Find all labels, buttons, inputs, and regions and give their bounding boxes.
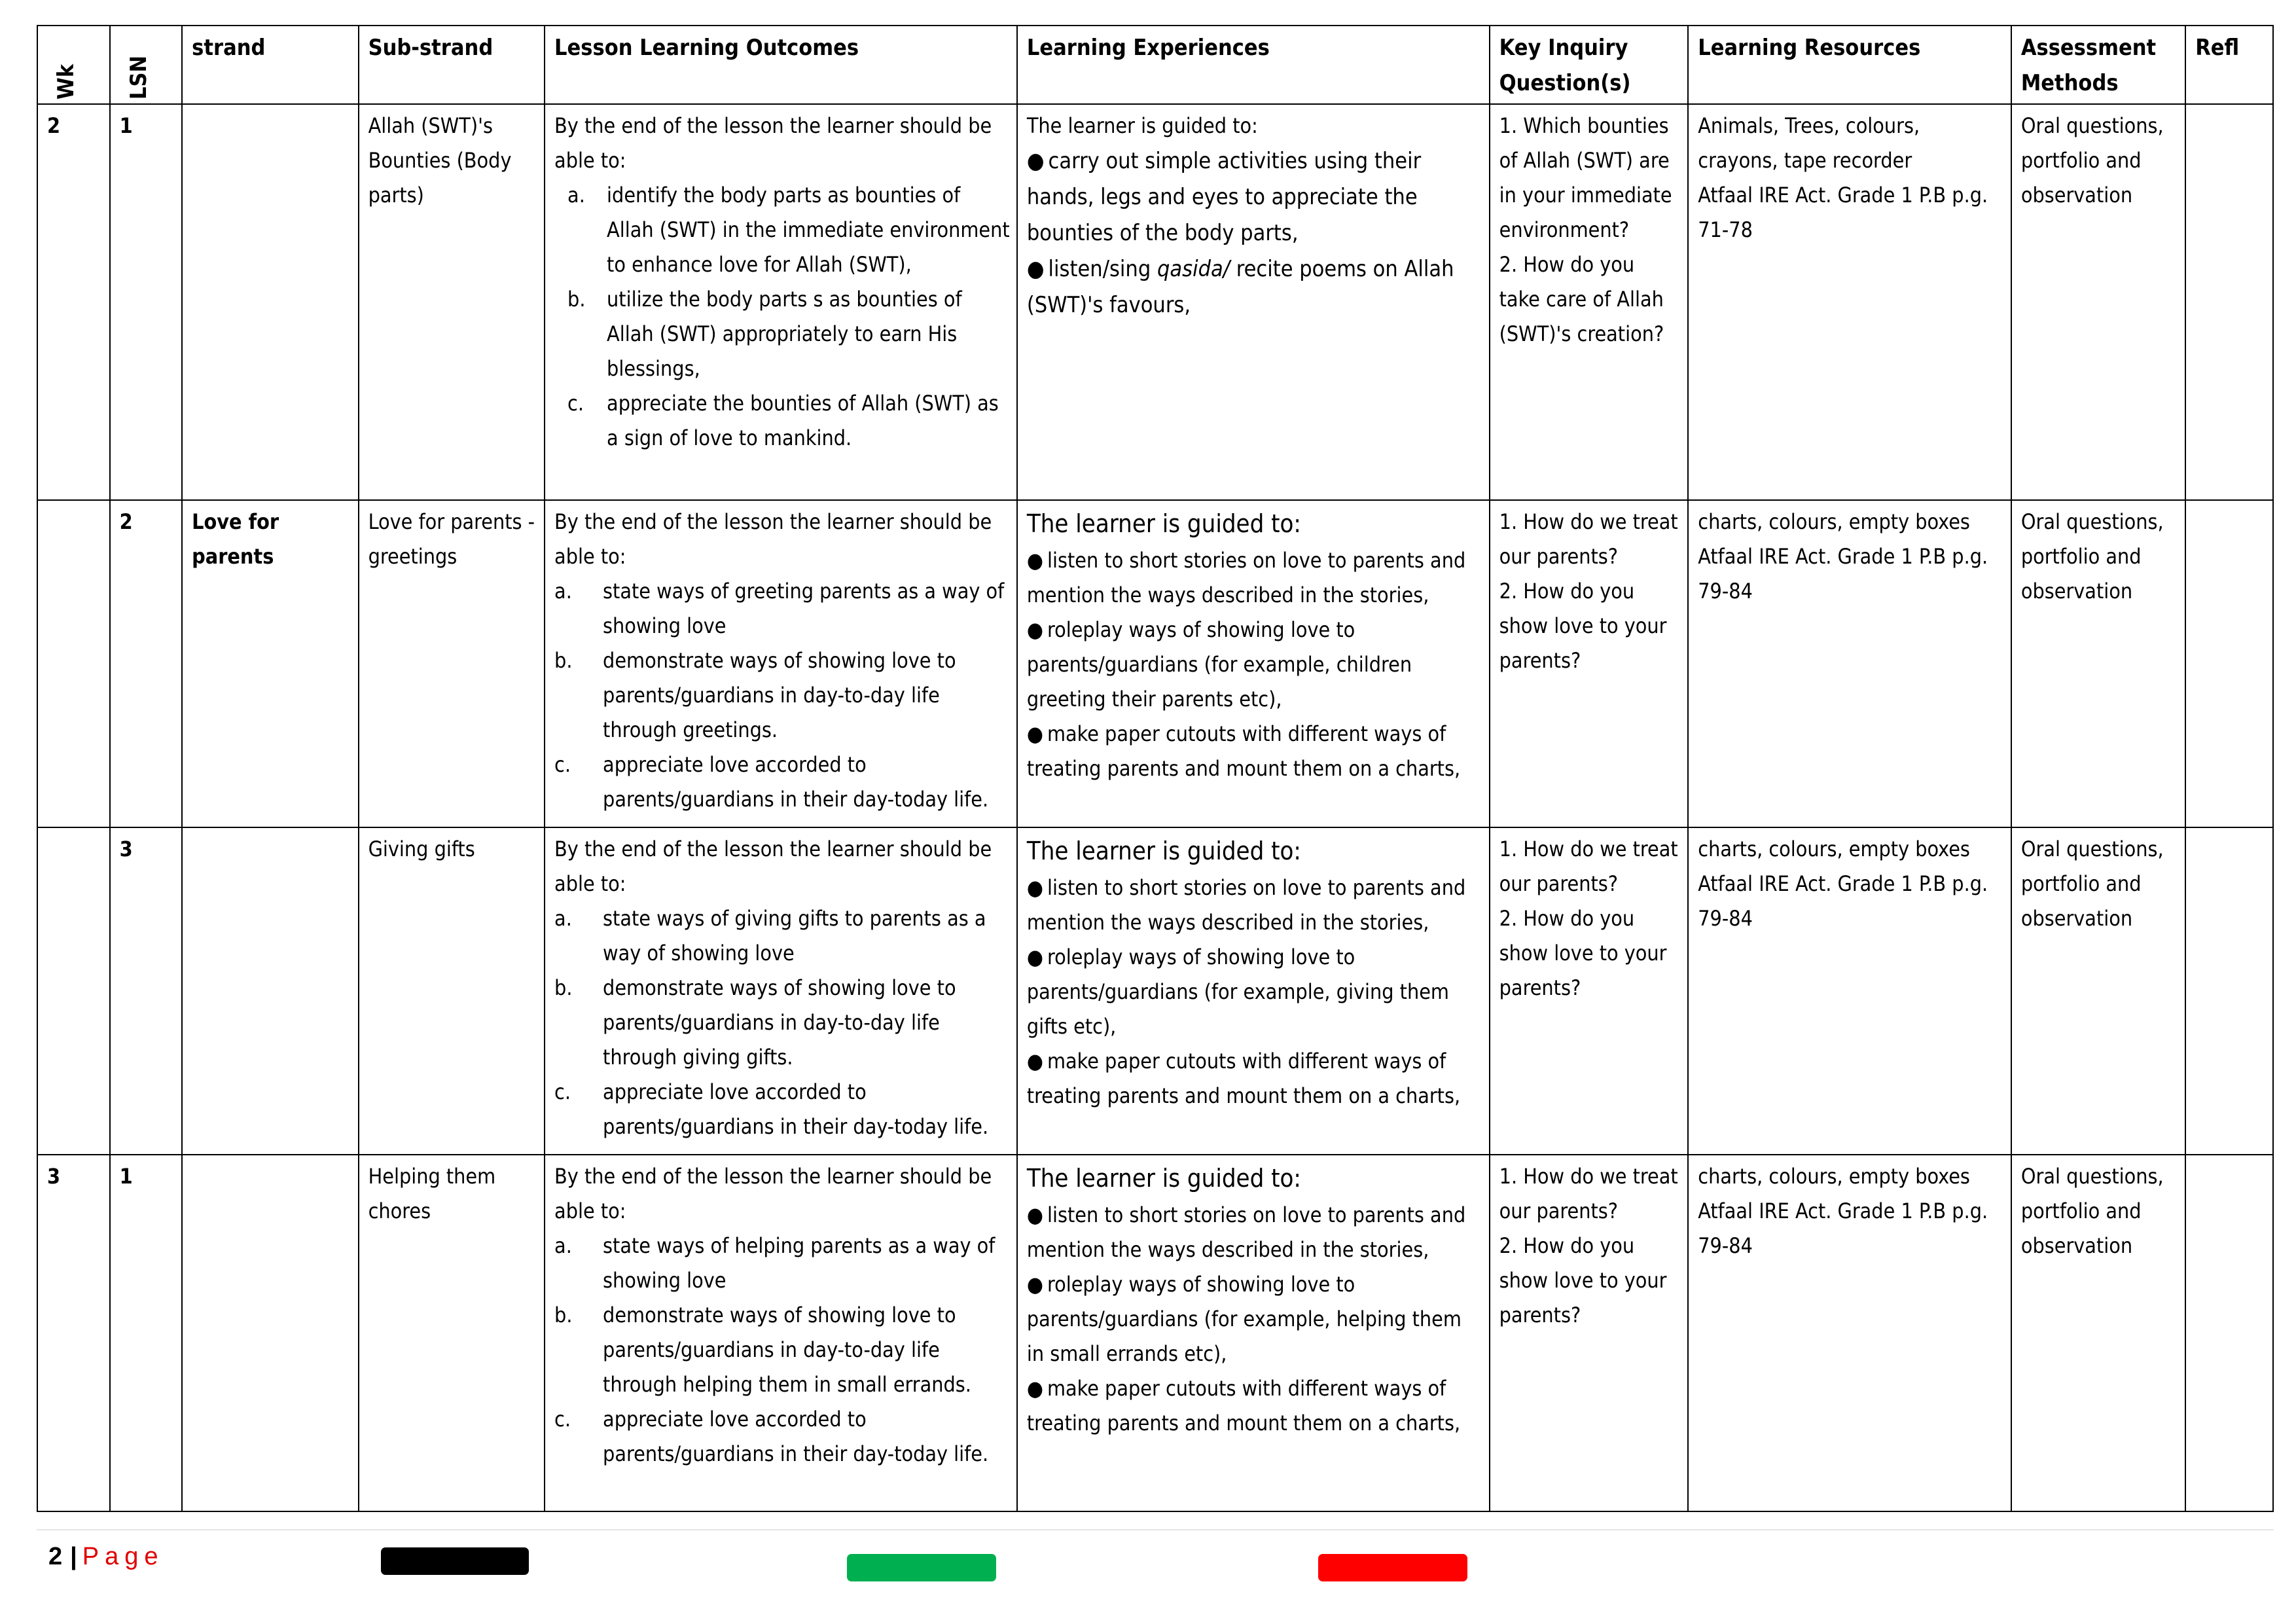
strand-cell [182,1155,358,1511]
inquiry-cell [1490,500,1689,827]
inquiry-cell [1490,1155,1689,1511]
header-wk [37,26,110,104]
outcomes-list [554,901,1010,1144]
experiences-cell [1017,827,1490,1155]
experience-item [1027,940,1482,1044]
outcome-text: appreciate love accorded to parents/guardians in their day-today life. [603,752,989,812]
resource-item: Atfaal IRE Act. Grade 1 P.B p.g. 79-84 [1698,544,1988,604]
inquiry-question: 1. How do we treat our parents? [1499,837,1678,896]
inquiry-question: 1. Which bounties of Allah (SWT) are in your immediate environment? [1499,113,1672,242]
bullet-icon: ● [1026,548,1043,573]
outcome-text: appreciate love accorded to parents/guardians in their day-today life. [603,1079,989,1139]
inquiry-question: 2. How do you show love to your parents? [1499,579,1667,673]
experience-text: make paper cutouts with different ways of treating parents and mount them on a charts, [1026,1376,1461,1435]
page-label: Page [82,1543,164,1570]
header-lsn-label: LSN [125,55,152,99]
resource-item: charts, colours, empty boxes [1698,837,1970,861]
outcomes-cell [545,827,1017,1155]
header-row [37,26,2273,104]
experience-text-after: recite poems on Allah (SWT)'s favours, [1026,256,1454,318]
header-inquiry: Key Inquiry Question(s) [1490,26,1689,104]
experience-item [1027,871,1482,940]
experience-text: carry out simple activities using their hands, legs and eyes to appreciate the bounties of the body parts, [1026,148,1422,246]
lesson-cell: 1 [110,104,183,500]
resources-cell [1688,827,2011,1155]
outcome-text: utilize the body parts s as bounties of Allah (SWT) appropriately to earn His blessings, [607,287,962,381]
experience-text: make paper cutouts with different ways of treating parents and mount them on a charts, [1026,1049,1461,1108]
header-substrand: Sub-strand [359,26,545,104]
reflection-cell [2185,827,2273,1155]
bullet-icon: ● [1026,1049,1043,1074]
inquiry-question: 1. How do we treat our parents? [1499,509,1678,569]
table-row [37,827,2273,1155]
outcome-marker: a. [554,1233,572,1258]
experience-text-italic: qasida/ [1157,256,1230,282]
footer-divider [37,1529,2274,1530]
outcome-item [554,1075,1010,1144]
outcome-item [554,282,1010,386]
outcomes-list [554,574,1010,817]
outcome-item [554,901,1010,971]
outcome-marker: a. [567,183,585,208]
outcome-item [554,1402,1010,1471]
outcome-item [554,1298,1010,1402]
assessment-cell: Oral questions, portfolio and observation [2011,104,2185,500]
header-lsn [110,26,183,104]
table-row [37,104,2273,500]
outcomes-cell [545,104,1017,500]
header-refl: Refl [2185,26,2273,104]
reflection-cell [2185,500,2273,827]
experience-text: roleplay ways of showing love to parents/guardians (for example, giving them gifts etc), [1026,945,1449,1039]
outcome-marker: a. [554,579,572,604]
lesson-cell: 1 [110,1155,183,1511]
outcome-marker: c. [554,752,571,777]
experience-item [1027,1371,1482,1441]
resource-item: charts, colours, empty boxes [1698,509,1970,534]
resource-item: Atfaal IRE Act. Grade 1 P.B p.g. 79-84 [1698,871,1988,931]
header-resources: Learning Resources [1688,26,2011,104]
outcome-text: appreciate the bounties of Allah (SWT) as a sign of love to mankind. [607,391,999,450]
inquiry-question: 2. How do you show love to your parents? [1499,906,1667,1000]
experiences-cell [1017,500,1490,827]
assessment-cell: Oral questions, portfolio and observation [2011,827,2185,1155]
inquiry-cell [1490,827,1689,1155]
inquiry-cell [1490,104,1689,500]
footer-red-bar [1318,1554,1467,1581]
outcome-text: state ways of helping parents as a way of showing love [603,1233,996,1293]
outcomes-intro: By the end of the lesson the learner should be able to: [554,837,992,896]
outcomes-cell [545,1155,1017,1511]
table-row [37,1155,2273,1511]
outcome-text: appreciate love accorded to parents/guardians in their day-today life. [603,1407,989,1466]
week-cell: 3 [37,1155,110,1511]
footer-black-bar [381,1547,529,1575]
outcome-item [554,971,1010,1075]
bullet-icon: ● [1026,875,1043,900]
experiences-cell [1017,104,1490,500]
outcomes-list [554,178,1010,456]
bullet-icon: ● [1026,1272,1043,1297]
outcome-item [554,1229,1010,1298]
outcome-marker: b. [554,1303,573,1327]
table-row [37,500,2273,827]
experiences-intro: The learner is guided to: [1026,1164,1301,1193]
experience-item [1027,613,1482,717]
experience-item [1027,543,1482,613]
outcome-marker: b. [554,975,573,1000]
resources-cell [1688,1155,2011,1511]
outcome-marker: b. [554,648,573,673]
experiences-intro: The learner is guided to: [1026,509,1301,538]
outcomes-cell [545,500,1017,827]
experience-item [1027,1198,1482,1267]
week-cell: 2 [37,104,110,500]
scheme-of-work-table [37,25,2274,1512]
outcome-marker: c. [554,1079,571,1104]
substrand-cell: Helping them chores [359,1155,545,1511]
substrand-cell: Love for parents - greetings [359,500,545,827]
lesson-cell: 3 [110,827,183,1155]
outcome-text: identify the body parts as bounties of Allah (SWT) in the immediate environment to enhance love for Allah (SWT), [607,183,1010,277]
outcome-marker: b. [567,287,586,312]
outcome-item [554,574,1010,643]
resource-item: charts, colours, empty boxes [1698,1164,1970,1189]
page-number-value: 2 [48,1543,63,1570]
reflection-cell [2185,1155,2273,1511]
outcome-text: state ways of greeting parents as a way of showing love [603,579,1005,638]
experience-text-before: listen/sing [1048,256,1157,282]
experiences-cell [1017,1155,1490,1511]
bullet-icon: ● [1026,945,1043,969]
bullet-icon: ● [1026,148,1045,174]
experiences-intro: The learner is guided to: [1026,113,1258,138]
outcome-marker: c. [567,391,584,416]
week-cell [37,827,110,1155]
strand-cell: Love for parents [182,500,358,827]
experience-item [1027,717,1482,786]
bullet-icon: ● [1026,1202,1043,1227]
outcomes-intro: By the end of the lesson the learner should be able to: [554,1164,992,1223]
experience-text: listen to short stories on love to parents and mention the ways described in the stories, [1026,875,1466,935]
header-outcomes: Lesson Learning Outcomes [545,26,1017,104]
header-assessment: Assessment Methods [2011,26,2185,104]
experience-item [1027,251,1482,323]
resource-item: Animals, Trees, colours, crayons, tape recorder [1698,113,1920,173]
experience-item [1027,1044,1482,1113]
outcome-item [554,178,1010,282]
experience-text: roleplay ways of showing love to parents/guardians (for example, children greeting their parents etc), [1026,617,1412,712]
outcome-item [554,748,1010,817]
page-number [48,1541,164,1572]
experience-text: listen to short stories on love to parents and mention the ways described in the stories, [1026,1202,1466,1262]
outcome-text: demonstrate ways of showing love to parents/guardians in day-to-day life through greetings. [603,648,956,742]
outcome-text: demonstrate ways of showing love to parents/guardians in day-to-day life through giving gifts. [603,975,956,1070]
outcome-item [554,386,1010,456]
header-wk-label: Wk [53,63,80,99]
bullet-icon: ● [1026,721,1043,746]
inquiry-question: 2. How do you take care of Allah (SWT)'s creation? [1499,252,1664,346]
assessment-cell: Oral questions, portfolio and observation [2011,500,2185,827]
experience-text: listen to short stories on love to parents and mention the ways described in the stories, [1026,548,1466,607]
resource-item: Atfaal IRE Act. Grade 1 P.B p.g. 71-78 [1698,183,1988,242]
outcome-marker: a. [554,906,572,931]
inquiry-question: 1. How do we treat our parents? [1499,1164,1678,1223]
inquiry-question: 2. How do you show love to your parents? [1499,1233,1667,1327]
substrand-cell: Allah (SWT)'s Bounties (Body parts) [359,104,545,500]
experiences-intro: The learner is guided to: [1026,837,1301,865]
outcome-item [554,643,1010,748]
outcome-marker: c. [554,1407,571,1432]
page-number-separator: | [70,1543,77,1570]
bullet-icon: ● [1026,617,1043,642]
reflection-cell [2185,104,2273,500]
experience-item [1027,143,1482,251]
bullet-icon: ● [1026,256,1045,282]
assessment-cell: Oral questions, portfolio and observation [2011,1155,2185,1511]
week-cell [37,500,110,827]
substrand-cell: Giving gifts [359,827,545,1155]
outcomes-intro: By the end of the lesson the learner should be able to: [554,113,992,173]
footer-green-bar [847,1554,996,1581]
outcome-text: state ways of giving gifts to parents as a way of showing love [603,906,986,965]
header-strand: strand [182,26,358,104]
lesson-cell: 2 [110,500,183,827]
bullet-icon: ● [1026,1376,1043,1401]
strand-cell [182,104,358,500]
outcomes-intro: By the end of the lesson the learner should be able to: [554,509,992,569]
strand-cell [182,827,358,1155]
outcomes-list [554,1229,1010,1471]
experience-text: make paper cutouts with different ways of treating parents and mount them on a charts, [1026,721,1461,781]
outcome-text: demonstrate ways of showing love to parents/guardians in day-to-day life through helping them in small errands. [603,1303,971,1397]
resource-item: Atfaal IRE Act. Grade 1 P.B p.g. 79-84 [1698,1199,1988,1258]
experience-item [1027,1267,1482,1371]
experience-text: roleplay ways of showing love to parents/guardians (for example, helping them in small errands etc), [1026,1272,1462,1366]
resources-cell [1688,500,2011,827]
resources-cell [1688,104,2011,500]
header-experiences: Learning Experiences [1017,26,1490,104]
